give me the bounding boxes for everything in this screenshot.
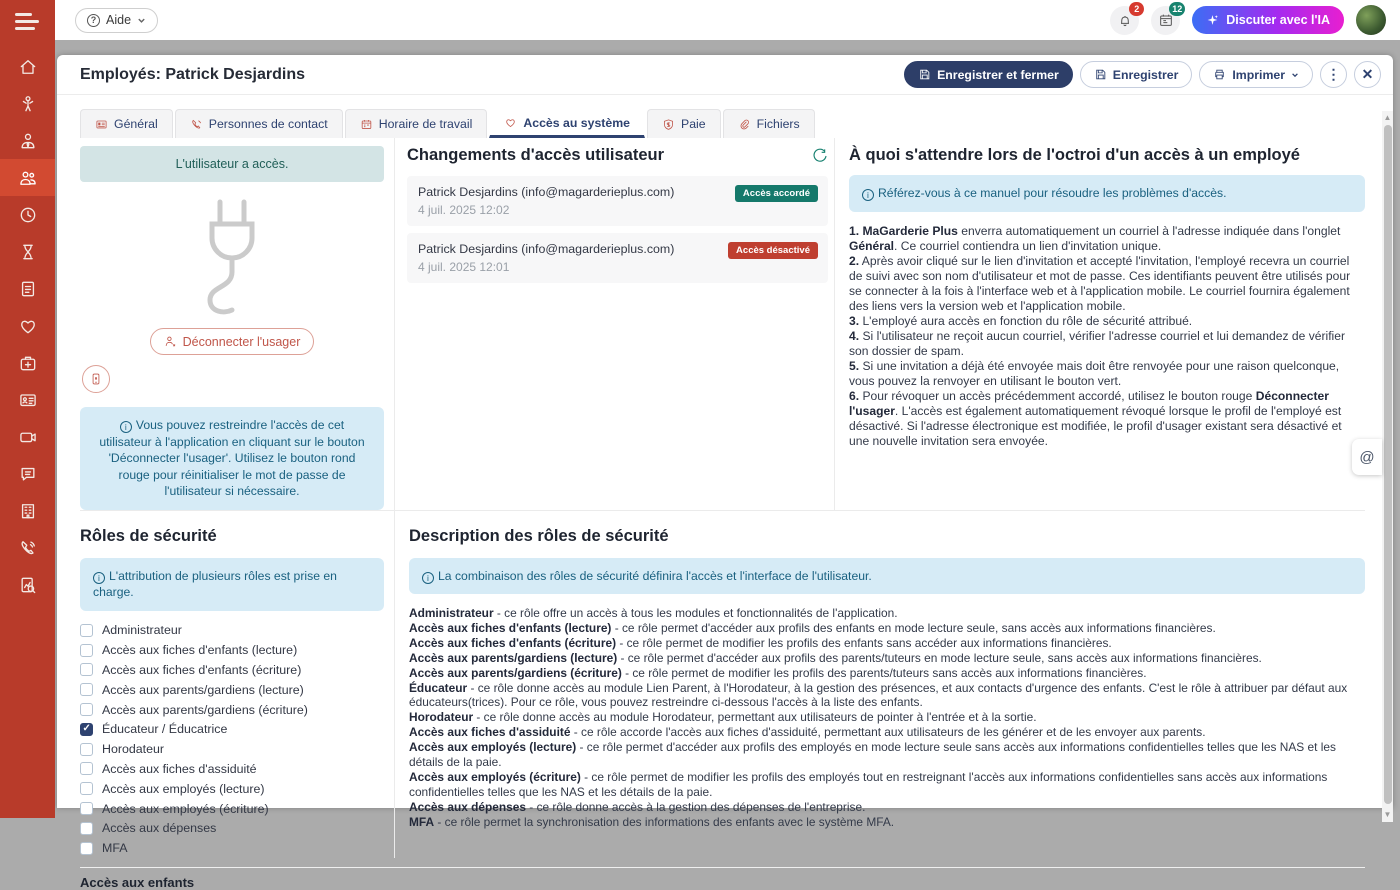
phone-icon — [190, 118, 203, 131]
expectation-item: 3. L'employé aura accès en fonction du rôle de sécurité attribué. — [849, 313, 1193, 328]
role-checkbox-row[interactable] — [80, 640, 384, 660]
heart-icon — [18, 316, 38, 336]
sidebar-item-parents[interactable] — [0, 122, 55, 159]
tab-fichiers[interactable]: Fichiers — [723, 109, 815, 138]
page-title: Employés: Patrick Desjardins — [80, 65, 305, 83]
avatar[interactable] — [1356, 5, 1386, 35]
checkbox-unchecked[interactable] — [80, 644, 93, 657]
modal-header — [57, 55, 1393, 95]
sidebar-item-phone[interactable] — [0, 529, 55, 566]
user-disconnect-icon — [164, 335, 177, 348]
roles-section — [80, 510, 1365, 859]
checkbox-unchecked[interactable] — [80, 782, 93, 795]
video-icon — [18, 427, 38, 447]
children-icon — [18, 94, 38, 114]
roles-description-list — [409, 606, 1365, 830]
help-label: Aide — [106, 13, 132, 27]
expectation-item: 2. Après avoir cliqué sur le lien d'invitation et accepté l'invitation, l'employé recevra un courriel de suivi avec son nom d'utilisateur et mot de passe. Ces identifiants peuvent être utilisés pour se connecter à la fois à l'interface web et à l'application mobile. Le courriel fournira également des liens vers la version web et l'application mobile. — [849, 253, 1351, 313]
info-icon: i — [862, 189, 874, 201]
role-description-item: Accès aux parents/gardiens (lecture) - ce rôle permet d'accéder aux profils des parents/tuteurs en mode lecture seule, sans accès aux informations financières. — [409, 650, 1262, 665]
calendar-button[interactable] — [1151, 3, 1183, 35]
security-roles-panel — [80, 511, 395, 859]
chat-ai-button[interactable] — [1192, 6, 1344, 34]
tab-paie[interactable]: Paie — [647, 109, 721, 138]
clock-icon — [18, 205, 38, 225]
access-status-panel — [80, 138, 395, 510]
role-label: Éducateur / Éducatrice — [102, 722, 228, 737]
role-description-item: Éducateur - ce rôle donne accès au module Lien Parent, à l'Horodateur, à la gestion des présences, et aux contacts d'urgence des enfants. C'est le rôle à attribuer par défaut aux éducateurs(trices). Pour ce rôle, vous pouvez restreindre ci-dessous l'accès à la liste des enfants. — [409, 680, 1348, 710]
employees-icon — [18, 168, 38, 188]
header-actions — [904, 61, 1381, 88]
calendar-icon — [360, 118, 373, 131]
sidebar-item-heart[interactable] — [0, 307, 55, 344]
sidebar-nav — [0, 48, 55, 603]
reports-icon — [18, 575, 38, 595]
sidebar-item-reports[interactable] — [0, 566, 55, 603]
tab-content — [57, 138, 1393, 890]
role-checkbox-row[interactable] — [80, 759, 384, 779]
mobile-reset-icon — [89, 372, 103, 386]
card-icon — [95, 118, 108, 131]
role-checkbox-row[interactable] — [80, 621, 384, 641]
plug-icon — [80, 194, 384, 322]
sidebar-item-medkit[interactable] — [0, 344, 55, 381]
role-description-item: Horodateur - ce rôle donne accès au module Horodateur, permettant aux utilisateurs de pointer à l'entrée et à la sortie. — [409, 710, 1037, 725]
role-label: Accès aux dépenses — [102, 821, 217, 836]
help-button[interactable] — [75, 8, 158, 33]
role-checkbox-row[interactable] — [80, 779, 384, 799]
access-changes-panel — [395, 138, 835, 510]
checkbox-unchecked[interactable] — [80, 703, 93, 716]
sidebar — [0, 0, 55, 818]
documents-icon — [18, 279, 38, 299]
notifications-button[interactable] — [1110, 3, 1140, 35]
role-label: Accès aux fiches d'enfants (lecture) — [102, 643, 298, 658]
change-date: 4 juil. 2025 12:02 — [418, 203, 510, 217]
role-checkbox-row[interactable] — [80, 660, 384, 680]
topbar — [55, 0, 1400, 40]
topbar-right — [1110, 5, 1386, 35]
print-button[interactable]: Imprimer — [1199, 61, 1313, 88]
role-description-item: Accès aux fiches d'assiduité - ce rôle accorde l'accès aux fiches d'assiduité, permettant aux utilisateurs de les générer et de les envoyer aux parents. — [409, 725, 1206, 740]
mentions-tab[interactable]: @ — [1352, 439, 1382, 475]
security-roles-title: Rôles de sécurité — [80, 526, 217, 545]
change-date: 4 juil. 2025 12:01 — [418, 260, 510, 274]
role-description-item: Accès aux fiches d'enfants (lecture) - ce rôle permet d'accéder aux profils des enfants en mode lecture seule, sans accès aux informations financières. — [409, 620, 1216, 635]
calendar-badge: 12 — [1169, 2, 1185, 16]
tab-horaire-de-travail[interactable]: Horaire de travail — [345, 109, 488, 138]
role-checkbox-row[interactable] — [80, 739, 384, 759]
expectation-item: 5. Si une invitation a déjà été envoyée mais doit être renvoyée pour une raison quelconque, vous pouvez la renvoyer en utilisant le bouton vert. — [849, 358, 1340, 388]
reset-password-button[interactable] — [82, 365, 110, 393]
checkbox-unchecked[interactable] — [80, 683, 93, 696]
checkbox-unchecked[interactable] — [80, 842, 93, 855]
role-checkbox-row[interactable] — [80, 680, 384, 700]
notifications-badge: 2 — [1129, 2, 1144, 16]
expectations-panel — [835, 138, 1365, 510]
checkbox-unchecked[interactable] — [80, 624, 93, 637]
checkbox-unchecked[interactable] — [80, 663, 93, 676]
employee-modal — [57, 55, 1393, 890]
access-change-row — [407, 176, 828, 226]
sidebar-item-children[interactable] — [0, 85, 55, 122]
role-checkbox-row[interactable] — [80, 700, 384, 720]
sparkle-icon — [1206, 14, 1219, 27]
role-description-item: Accès aux fiches d'enfants (écriture) - ce rôle permet de modifier les profils des enfants sans accéder aux informations financières. — [409, 635, 1112, 650]
checkbox-unchecked[interactable] — [80, 762, 93, 775]
checkbox-unchecked[interactable] — [80, 822, 93, 835]
status-badge: Accès accordé — [735, 185, 818, 202]
info-icon: i — [93, 572, 105, 584]
checkbox-checked[interactable] — [80, 723, 93, 736]
role-label: Accès aux employés (lecture) — [102, 781, 265, 796]
role-label: Horodateur — [102, 742, 164, 757]
info-icon: i — [422, 572, 434, 584]
role-label: Accès aux fiches d'enfants (écriture) — [102, 662, 302, 677]
role-label: Accès aux fiches d'assiduité — [102, 761, 257, 776]
role-description-item: Accès aux dépenses - ce rôle donne accès à la gestion des dépenses de l'entreprise. — [409, 799, 866, 814]
chat-ai-label: Discuter avec l'IA — [1226, 13, 1330, 27]
checkbox-unchecked[interactable] — [80, 802, 93, 815]
role-description-item: Administrateur - ce rôle offre un accès à tous les modules et fonctionnalités de l'application. — [409, 606, 898, 620]
chevron-down-icon — [137, 16, 146, 25]
sidebar-item-documents[interactable] — [0, 270, 55, 307]
expectations-title: À quoi s'attendre lors de l'octroi d'un accès à un employé — [849, 146, 1300, 164]
save-icon — [1094, 68, 1107, 81]
tab-bar — [80, 109, 1393, 138]
change-user: Patrick Desjardins (info@magarderieplus.com) — [418, 242, 675, 256]
restrict-access-note: i Vous pouvez restreindre l'accès de cet utilisateur à l'application en cliquant sur le bouton 'Déconnecter l'usager'. Utilisez le bouton rond rouge pour réinitialiser le mot de passe de l'utilisateur si nécessaire. — [80, 407, 384, 510]
access-status-banner: L'utilisateur a accès. — [80, 146, 384, 182]
expectations-list — [849, 224, 1365, 449]
close-button[interactable]: ✕ — [1354, 61, 1381, 88]
tab-acc-s-au-syst-me[interactable]: Accès au système — [489, 109, 645, 138]
heart-icon — [504, 116, 517, 129]
vertical-scrollbar[interactable] — [1382, 111, 1393, 822]
save-and-close-button[interactable]: Enregistrer et fermer — [904, 61, 1073, 88]
roles-combination-note: i La combinaison des rôles de sécurité définira l'accès et l'interface de l'utilisateur. — [409, 558, 1365, 595]
help-icon: ? — [87, 14, 100, 27]
id-card-icon — [18, 390, 38, 410]
scroll-up-arrow[interactable]: ▲ — [1383, 113, 1392, 122]
roles-description-title: Description des rôles de sécurité — [409, 526, 669, 545]
access-changes-title: Changements d'accès utilisateur — [407, 146, 665, 164]
menu-toggle-icon[interactable] — [15, 13, 41, 30]
role-label: Administrateur — [102, 623, 182, 638]
role-checkbox-row[interactable] — [80, 818, 384, 838]
refresh-icon[interactable] — [812, 148, 828, 164]
sidebar-item-id-card[interactable] — [0, 381, 55, 418]
role-label: Accès aux parents/gardiens (lecture) — [102, 682, 304, 697]
home-icon — [18, 57, 38, 77]
access-section — [80, 138, 1365, 510]
access-changes-list — [407, 176, 828, 283]
expectation-item: 1. MaGarderie Plus enverra automatiquement un courriel à l'adresse indiquée dans l'onglet Général. Ce courriel contiendra un lien d'invitation unique. — [849, 223, 1341, 253]
save-button[interactable]: Enregistrer — [1080, 61, 1193, 88]
scrollbar-thumb[interactable] — [1384, 125, 1392, 804]
role-label: MFA — [102, 841, 128, 856]
role-checkbox-row[interactable] — [80, 719, 384, 739]
roles-description-panel — [395, 511, 1365, 859]
role-description-item: Accès aux employés (écriture) - ce rôle permet de modifier les profils des employés tout en restreignant l'accès aux informations confidentielles sans accès aux informations confidentielles telles que les NAS et les détails de la paie. — [409, 769, 1328, 799]
bell-icon — [1117, 12, 1133, 28]
caret-down-icon — [1291, 71, 1299, 79]
disconnect-user-button[interactable]: Déconnecter l'usager — [150, 328, 315, 355]
role-description-item: MFA - ce rôle permet la synchronisation des informations des enfants avec le système MFA. — [409, 814, 895, 829]
role-checkbox-row[interactable] — [80, 838, 384, 858]
save-icon — [918, 68, 931, 81]
parents-icon — [18, 131, 38, 151]
messages-icon — [18, 464, 38, 484]
change-user: Patrick Desjardins (info@magarderieplus.com) — [418, 185, 675, 199]
role-description-item: Accès aux employés (lecture) - ce rôle permet d'accéder aux profils des employés en mode lecture seule sans accès aux informations confidentielles telles que les NAS et les détails de la paie. — [409, 740, 1336, 770]
sidebar-item-home[interactable] — [0, 48, 55, 85]
role-checkbox-row[interactable] — [80, 799, 384, 819]
section-divider — [80, 867, 1365, 868]
children-access-title: Accès aux enfants — [80, 875, 195, 890]
sidebar-item-hourglass[interactable] — [0, 233, 55, 270]
hourglass-icon — [18, 242, 38, 262]
expectation-item: 6. Pour révoquer un accès précédemment accordé, utilisez le bouton rouge Déconnecter l'usager. L'accès est également automatiquement révoqué lorsque le profil de l'employé est désactivé. Si l'adresse électronique est modifiée, le profil d'usager existant sera désactivé et une nouvelle invitation sera envoyée. — [849, 388, 1342, 448]
sidebar-item-clock[interactable] — [0, 196, 55, 233]
pay-icon — [662, 118, 675, 131]
more-options-button[interactable]: ⋮ — [1320, 61, 1347, 88]
medkit-icon — [18, 353, 38, 373]
sidebar-item-video[interactable] — [0, 418, 55, 455]
role-label: Accès aux parents/gardiens (écriture) — [102, 702, 308, 717]
access-change-row — [407, 233, 828, 283]
sidebar-item-messages[interactable] — [0, 455, 55, 492]
security-roles-list — [80, 621, 384, 859]
sidebar-item-building[interactable] — [0, 492, 55, 529]
printer-icon — [1213, 68, 1226, 81]
role-label: Accès aux employés (écriture) — [102, 801, 269, 816]
checkbox-unchecked[interactable] — [80, 743, 93, 756]
status-badge: Accès désactivé — [728, 242, 818, 259]
role-description-item: Accès aux parents/gardiens (écriture) - ce rôle permet de modifier les profils des parents/tuteurs sans accès aux informations financières. — [409, 665, 1147, 680]
expectation-item: 4. Si l'utilisateur ne reçoit aucun courriel, vérifier l'adresse courriel et lui demandez de vérifier son dossier de spam. — [849, 328, 1345, 358]
tab-g-n-ral[interactable]: Général — [80, 109, 173, 138]
manual-note: i Référez-vous à ce manuel pour résoudre les problèmes d'accès. — [849, 175, 1365, 212]
info-icon: i — [120, 421, 132, 433]
tab-personnes-de-contact[interactable]: Personnes de contact — [175, 109, 343, 138]
building-icon — [18, 501, 38, 521]
sidebar-item-employees[interactable] — [0, 159, 55, 196]
phone-icon — [18, 538, 38, 558]
paperclip-icon — [738, 118, 751, 131]
modal-body — [57, 109, 1393, 890]
multi-roles-note: i L'attribution de plusieurs rôles est prise en charge. — [80, 558, 384, 611]
scroll-down-arrow[interactable]: ▼ — [1383, 810, 1392, 819]
